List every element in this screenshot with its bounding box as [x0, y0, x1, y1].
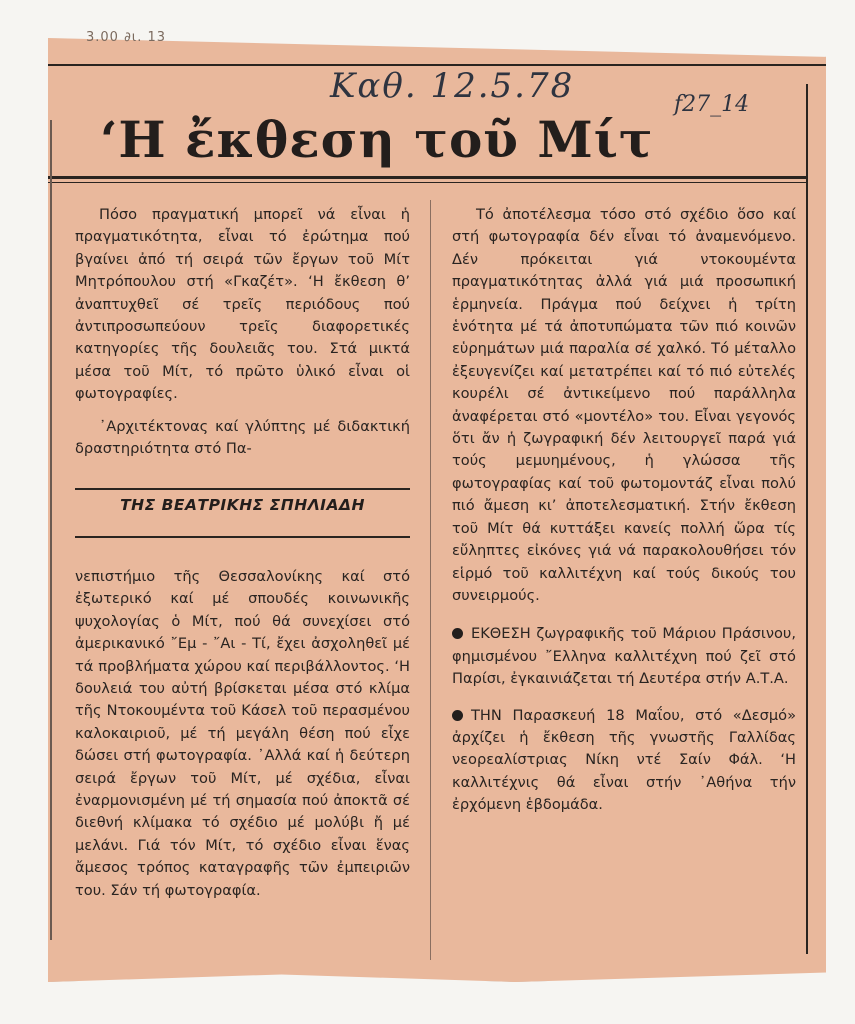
torn-header-residue: 3.00 ∂ι. 13 — [86, 30, 167, 45]
handwritten-date: Καθ. 12.5.78 — [330, 66, 575, 106]
article-title: ‘Η ἔκθεση τοῦ Μίτ — [100, 110, 654, 169]
column-divider — [430, 200, 431, 960]
paragraph-intro: Πόσο πραγματική μπορεῖ νά εἶναι ἡ πραγματικότητα, εἶναι τό ἐρώτημα πού βγαίνει ἀπό τή σειρά τῶν ἔργων τοῦ Μίτ Μητρόπουλου στή «Γκαζέτ». ‘Η ἔκθεση θ’ ἀναπτυχθεῖ σέ τρεῖς περιόδους πού ἀντιπροσωπεύουν τρεῖς διαφορετικές κατηγορίες τῆς δουλειᾶς του. Στά μικτά μέσα τοῦ Μίτ, τό πρῶτο ὑλικό εἶναι οἱ φωτογραφίες. — [75, 206, 410, 403]
news-item — [452, 705, 796, 817]
byline-rule-top — [75, 488, 410, 490]
news-item-text: ΤΗΝ Παρασκευή 18 Μαΐου, στό «Δεσμό» ἀρχίζει ἡ ἔκθεση τῆς γνωστῆς Γαλλίδας νεορεαλίστριας Νίκη ντέ Σαίν Φάλ. ‘Η καλλιτέχνις θά εἶναι στήν ᾽Αθήνα τήν ἐρχόμενη ἑβδομάδα. — [452, 706, 796, 814]
left-column-bottom — [75, 566, 410, 912]
bullet-icon — [452, 628, 463, 639]
byline: ΤΗΣ ΒΕΑΤΡΙΚΗΣ ΣΠΗΛΙΑΔΗ — [120, 496, 365, 514]
paragraph-result: Τό ἀποτέλεσμα τόσο στό σχέδιο ὅσο καί στή φωτογραφία δέν εἶναι τό ἀναμενόμενο. Δέν πρόκειται γιά ντοκουμέντα πραγματικότητας ἀλλά γιά μιά προσωπική ἑρμηνεία. Πράγμα πού δείχνει ἡ τρίτη ἑνότητα μέ τά ἀποτυπώματα τῶν πιό κοινῶν εὑρημάτων μιά παραλία σέ χαλκό. Τό μέταλλο ἐξευγενίζει καί μετατρέπει καί τό πιό εὐτελές κουρέλι σέ ἀντικείμενο πού παράλληλα ἀναφέρεται στό «μοντέλο» του. Εἶναι γεγονός ὅτι ἄν ἡ ζωγραφική δέν λειτουργεῖ παρά γιά τούς μεμυημένους, ἡ γλώσσα τῆς φωτογραφίας καί τοῦ φωτομοντάζ εἶναι πολύ πιό ἄμεση κι’ ἀποτελεσματική. Στήν ἔκθεση τοῦ Μίτ θά κυττάξει κανείς πολλή ὥρα τίς εὔληπτες εἰκόνες γιά νά παρακολουθήσει τόν εἱρμό τοῦ καλλιτέχνη καί τούς δικούς του συνειρμούς. — [452, 206, 796, 604]
title-underline — [48, 176, 808, 179]
byline-rule-bottom — [75, 536, 410, 538]
top-rule — [48, 64, 826, 66]
left-frame-rule — [50, 120, 52, 940]
title-underline-thin — [48, 182, 808, 183]
news-item — [452, 623, 796, 690]
left-column-top — [75, 204, 410, 470]
right-column — [452, 204, 796, 827]
paragraph-continuation: νεπιστήμιο τῆς Θεσσαλονίκης καί στό ἐξωτερικό καί μέ σπουδές κοινωνικῆς ψυχολογίας ὁ Μίτ, πού θά συνεχίσει στό ἀμερικανικό ῎Εμ - ῎Αι - Τί, ἔχει ἀσχοληθεῖ μέ τά προβλήματα χώρου καί περιβάλλοντος. ‘Η δουλειά του αὐτή βρίσκεται μέσα στό κλίμα τῆς Ντοκουμέντα τοῦ Κάσελ τοῦ περασμένου καλοκαιριοῦ, μέ τή μεγάλη θέση πού εἶχε δώσει στή φωτογραφία. ᾽Αλλά καί ἡ δεύτερη σειρά ἔργων τοῦ Μίτ, μέ σχέδια, εἶναι ἐναρμονισμένη μέ τή σημασία πού ἀποκτᾶ σέ διεθνή κλίμακα τό σχέδιο μέ μολύβι ἤ μέ μελάνι. Γιά τόν Μίτ, τό σχέδιο εἶναι ἕνας ἄμεσος τρόπος καταγραφῆς τῶν ἐμπειριῶν του. Σάν τή φωτογραφία. — [75, 568, 410, 899]
paragraph-architect: ᾽Αρχιτέκτονας καί γλύπτης μέ διδακτική δραστηριότητα στό Πα- — [75, 417, 410, 458]
handwritten-reference: f27_14 — [674, 92, 750, 117]
bullet-icon — [452, 710, 463, 721]
news-item-text: ΕΚΘΕΣΗ ζωγραφικῆς τοῦ Μάριου Πράσινου, φημισμένου ῎Ελληνα καλλιτέχνη πού ζεῖ στό Παρίσι, ἐγκαινιάζεται τή Δευτέρα στήν Α.Τ.Α. — [452, 625, 796, 688]
right-frame-rule — [806, 84, 808, 954]
